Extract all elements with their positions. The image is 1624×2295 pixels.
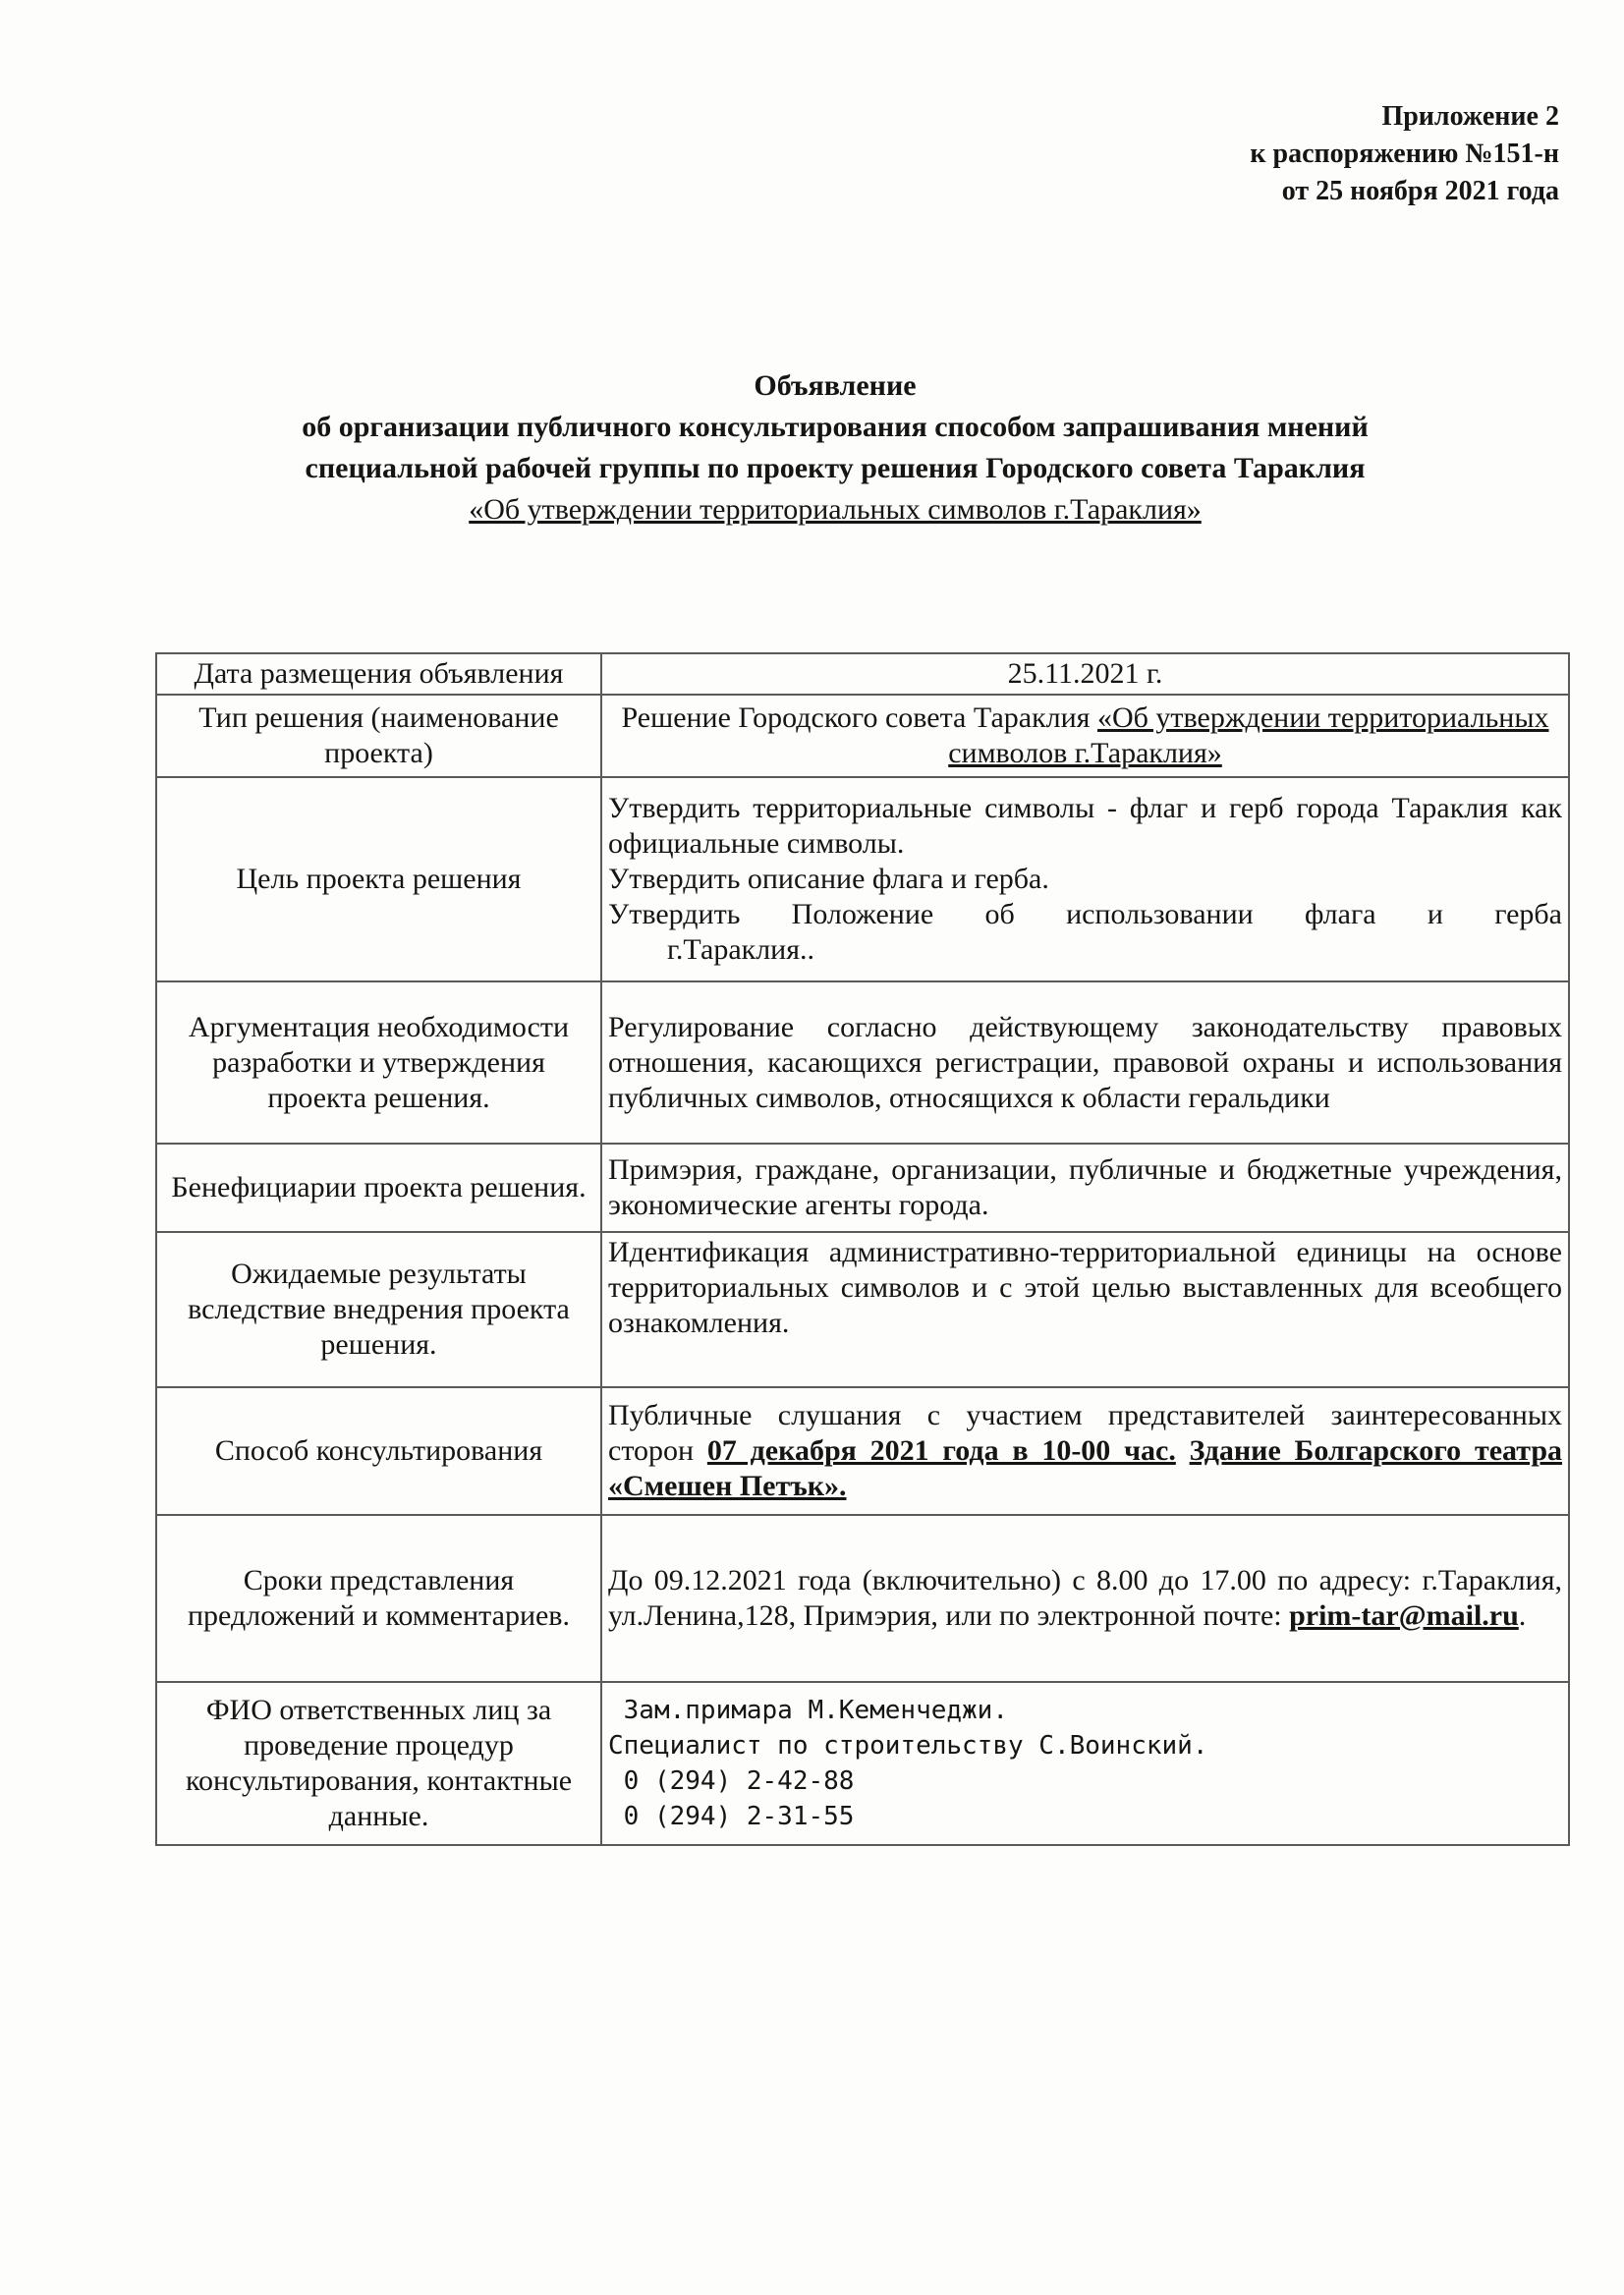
value-text: Публичные слушания с участием представителей заинтересованных сторон (608, 1399, 1562, 1467)
row-value (601, 1515, 1569, 1682)
table-row (156, 653, 1569, 695)
row-value: Регулирование согласно действующему законодательству правовых отношения, касающихся регистрации, правовой охраны и использования публичных символов, относящихся к области геральдики (601, 981, 1569, 1144)
hearing-venue: Здание Болгарского театра «Смешен Петък». (608, 1434, 1563, 1502)
appendix-header (1250, 98, 1559, 210)
row-label: Дата размещения объявления (156, 653, 601, 695)
row-label: Тип решения (наименование проекта) (156, 695, 601, 777)
value-text: Решение Городского совета Тараклия (621, 701, 1097, 734)
row-label: ФИО ответственных лиц за проведение процедур консультирования, контактные данные. (156, 1682, 601, 1845)
announcement-table (155, 652, 1570, 1846)
goal-item: Утвердить территориальные символы - флаг и герб города Тараклия как официальные символы. (608, 792, 1562, 860)
table-row (156, 695, 1569, 777)
email-link[interactable]: prim-tar@mail.ru (1289, 1599, 1519, 1632)
contact-phone: 0 (294) 2-42-88 (608, 1766, 855, 1796)
appendix-date: от 25 ноября 2021 года (1281, 176, 1559, 206)
goal-item-cont: г.Тараклия.. (667, 933, 815, 966)
value-text: До 09.12.2021 года (включительно) с 8.00 до 17.00 по адресу: г.Тараклия, ул.Ленина,128, Примэрия, или по электронной почте: (608, 1564, 1562, 1632)
row-label: Способ консультирования (156, 1387, 601, 1515)
row-value (601, 1387, 1569, 1515)
project-name-underlined: «Об утверждении территориальных символов г.Тараклия» (948, 701, 1549, 769)
appendix-order-ref: к распоряжению №151-н (1250, 139, 1559, 169)
table-row (156, 1232, 1569, 1387)
table-row (156, 1515, 1569, 1682)
goal-item: Утвердить Положение об использовании флага и герба (608, 898, 1562, 930)
row-value (601, 777, 1569, 981)
document-title (147, 365, 1523, 531)
row-value: Примэрия, граждане, организации, публичные и бюджетные учреждения, экономические агенты города. (601, 1144, 1569, 1232)
table-row (156, 777, 1569, 981)
contact-line: Зам.примара М.Кеменчеджи. (608, 1696, 1008, 1725)
row-label: Сроки представления предложений и комментариев. (156, 1515, 601, 1682)
title-heading: Объявление (754, 369, 917, 402)
contact-line: Специалист по строительству С.Воинский. (608, 1731, 1208, 1761)
row-value (601, 695, 1569, 777)
table-row (156, 1144, 1569, 1232)
row-value (601, 1682, 1569, 1845)
row-label: Ожидаемые результаты вследствие внедрения проекта решения. (156, 1232, 601, 1387)
contact-phone: 0 (294) 2-31-55 (608, 1802, 855, 1831)
row-label: Аргументация необходимости разработки и утверждения проекта решения. (156, 981, 601, 1144)
title-line-2: об организации публичного консультирования способом запрашивания мнений (302, 411, 1369, 443)
goal-item: Утвердить описание флага и герба. (608, 863, 1049, 895)
table-row (156, 1682, 1569, 1845)
row-value: 25.11.2021 г. (601, 653, 1569, 695)
hearing-date: 07 декабря 2021 года в 10-00 час. (706, 1434, 1176, 1467)
row-label: Бенефициарии проекта решения. (156, 1144, 601, 1232)
value-end: . (1518, 1599, 1527, 1632)
row-value: Идентификация административно-территориальной единицы на основе территориальных символов и с этой целью выставленных для всеобщего ознакомления. (601, 1232, 1569, 1387)
title-line-3: специальной рабочей группы по проекту решения Городского совета Тараклия (305, 452, 1366, 484)
row-label: Цель проекта решения (156, 777, 601, 981)
table-row (156, 981, 1569, 1144)
appendix-number: Приложение 2 (1381, 101, 1559, 132)
title-project-name: «Об утверждении территориальных символов г.Тараклия» (469, 493, 1202, 526)
table-row (156, 1387, 1569, 1515)
